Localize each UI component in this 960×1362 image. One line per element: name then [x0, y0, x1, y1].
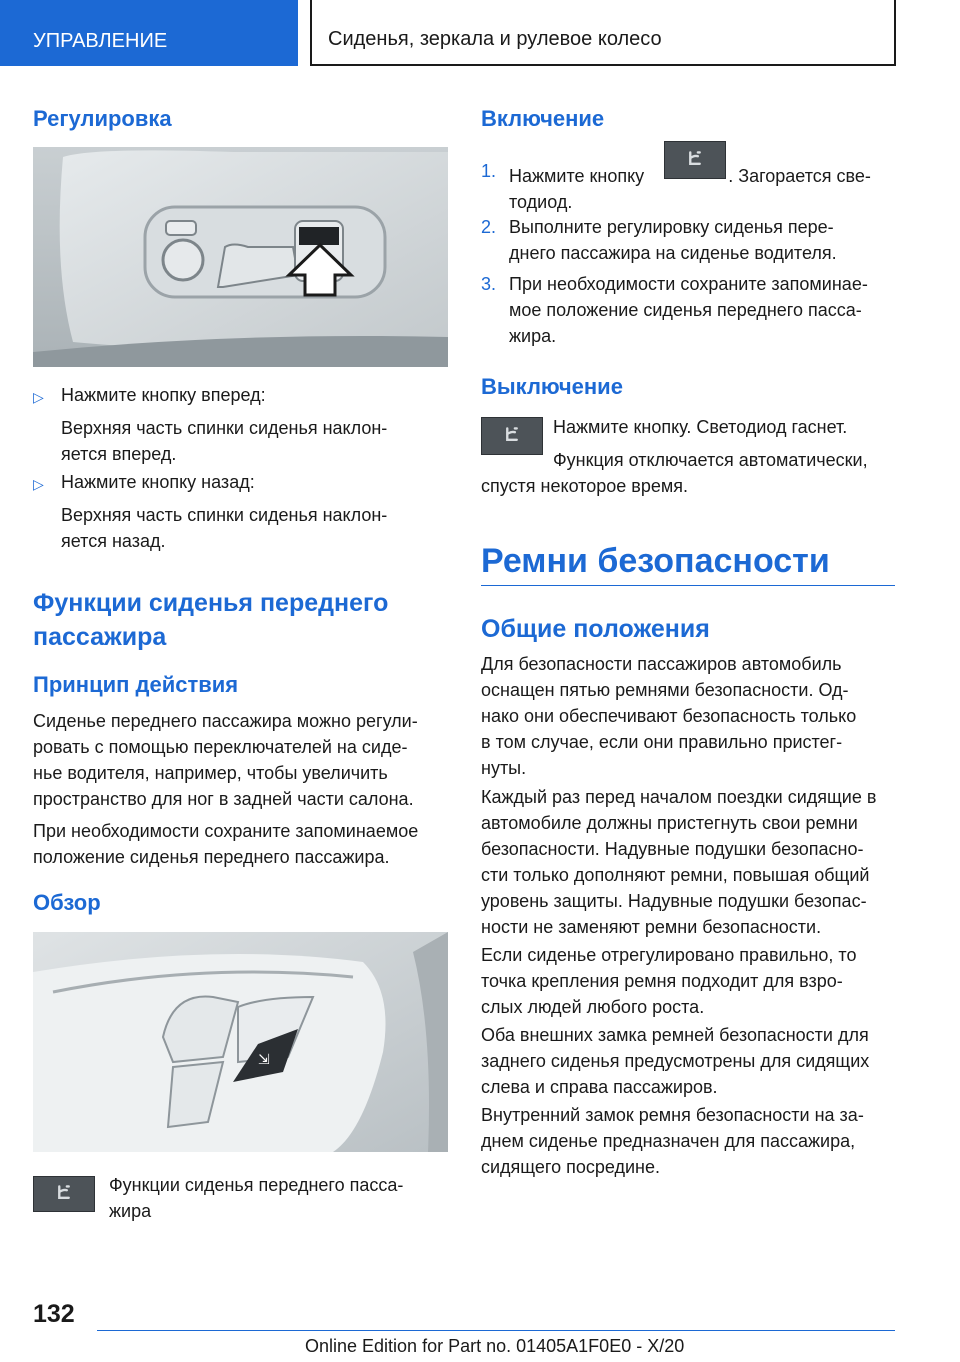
section-tab: УПРАВЛЕНИЕ: [0, 0, 298, 66]
text-line: точка крепления ремня подходит для взро-: [481, 971, 843, 991]
bullet-2: [33, 469, 448, 554]
para-1: [481, 651, 895, 781]
text-line: Оба внешних замка ремней безопасности для: [481, 1025, 869, 1045]
step-number: 1.: [481, 161, 497, 181]
text-line: сидящего посредине.: [481, 1157, 660, 1177]
text-line: в том случае, если они правильно пристег-: [481, 732, 843, 752]
text-line: днем сиденье предназначен для пассажира,: [481, 1131, 856, 1151]
step-number: 3.: [481, 274, 497, 294]
text-line: заднего сиденья предусмотрены для сидящих: [481, 1051, 870, 1071]
functions-heading-line-1: Функции сиденья переднего: [33, 589, 389, 617]
overview-heading: Обзор: [33, 890, 101, 915]
text-line: Если сиденье отрегулировано правильно, то: [481, 945, 857, 965]
seat-button-icon: [664, 141, 726, 179]
text-line: нуты.: [481, 758, 527, 778]
seat-button-icon: [481, 417, 543, 455]
memory-paragraph: [33, 818, 448, 870]
seat-switch-photo: [33, 147, 448, 367]
para-2: [481, 784, 895, 940]
text-line: слых людей любого роста.: [481, 997, 705, 1017]
step-3-line-1: При необходимости сохраните запоминае-: [509, 274, 868, 294]
chapter-title: Сиденья, зеркала и рулевое колесо: [310, 0, 896, 66]
text-line: нье водителя, например, чтобы увеличить: [33, 763, 388, 783]
text-line: автомобиле должны пристегнуть свои ремни: [481, 813, 858, 833]
text-line: При необходимости сохраните запоминаемое: [33, 821, 419, 841]
off-heading: Выключение: [481, 374, 623, 399]
step-2-line-2: днего пассажира на сиденье водителя.: [509, 243, 837, 263]
para-5: [481, 1102, 895, 1180]
step-1-text-a: Нажмите кнопку: [509, 166, 645, 186]
principle-heading: Принцип действия: [33, 672, 239, 697]
step-3-line-3: жира.: [509, 326, 557, 346]
seat-button-icon: [33, 1176, 95, 1212]
text-line: нако они обеспечивают безопасность только: [481, 706, 857, 726]
bullet-2-text-2: яется назад.: [61, 531, 166, 551]
text-line: Внутренний замок ремня безопасности на за-: [481, 1105, 864, 1125]
para-4: [481, 1022, 895, 1100]
step-number: 2.: [481, 217, 497, 237]
step-2: [481, 214, 895, 266]
text-line: ровать с помощью переключателей на сиде-: [33, 737, 408, 757]
off-line-3: спустя некоторое время.: [481, 476, 688, 496]
svg-text:⇲: ⇲: [258, 1052, 270, 1068]
step-3-line-2: мое положение сиденья переднего пасса-: [509, 300, 862, 320]
overview-caption: [109, 1172, 448, 1224]
heading-rule: [481, 585, 895, 586]
on-heading: Включение: [481, 106, 605, 131]
belts-heading: Ремни безопасности: [481, 542, 830, 580]
para-3: [481, 942, 895, 1020]
off-line-2: Функция отключается автоматически,: [553, 450, 868, 470]
footer-rule: [97, 1330, 895, 1331]
adjust-heading: Регулировка: [33, 106, 172, 131]
bullet-2-text-1: Верхняя часть спинки сиденья наклон-: [61, 505, 388, 525]
text-line: оснащен пятью ремнями безопасности. Од-: [481, 680, 849, 700]
text-line: безопасности. Надувные подушки безопасно-: [481, 839, 864, 859]
step-2-line-1: Выполните регулировку сиденья пере-: [509, 217, 834, 237]
off-line-1: Нажмите кнопку. Светодиод гаснет.: [553, 417, 848, 437]
text-line: пространство для ног в задней части салона.: [33, 789, 414, 809]
bullet-1-text-2: яется вперед.: [61, 444, 177, 464]
caption-line-1: Функции сиденья переднего пасса-: [109, 1175, 404, 1195]
page-number: 132: [33, 1300, 75, 1328]
text-line: Каждый раз перед началом поездки сидящие в: [481, 787, 877, 807]
functions-heading-line-2: пассажира: [33, 623, 167, 651]
principle-paragraph: [33, 708, 448, 812]
step-3: [481, 271, 895, 349]
general-heading: Общие положения: [481, 615, 710, 643]
functions-heading: [33, 586, 448, 654]
text-line: уровень защиты. Надувные подушки безопас-: [481, 891, 867, 911]
triangle-bullet-icon: ▷: [33, 476, 44, 492]
bullet-1-text-1: Верхняя часть спинки сиденья наклон-: [61, 418, 388, 438]
bullet-1: [33, 382, 448, 467]
caption-line-2: жира: [109, 1201, 152, 1221]
triangle-bullet-icon: ▷: [33, 389, 44, 405]
text-line: положение сиденья переднего пассажира.: [33, 847, 390, 867]
text-line: ности не заменяют ремни безопасности.: [481, 917, 822, 937]
bullet-2-lead: Нажмите кнопку назад:: [61, 472, 255, 492]
door-switch-photo: [33, 932, 448, 1152]
edition-note: Online Edition for Part no. 01405A1F0E0 - X/20: [305, 1336, 685, 1356]
text-line: Сиденье переднего пассажира можно регули-: [33, 711, 418, 731]
text-line: сти только дополняют ремни, повышая общий: [481, 865, 870, 885]
bullet-1-lead: Нажмите кнопку вперед:: [61, 385, 266, 405]
text-line: Для безопасности пассажиров автомобиль: [481, 654, 842, 674]
step-1-line-2: тодиод.: [509, 192, 573, 212]
text-line: слева и справа пассажиров.: [481, 1077, 718, 1097]
step-1-text-b: . Загорается све-: [728, 166, 871, 186]
